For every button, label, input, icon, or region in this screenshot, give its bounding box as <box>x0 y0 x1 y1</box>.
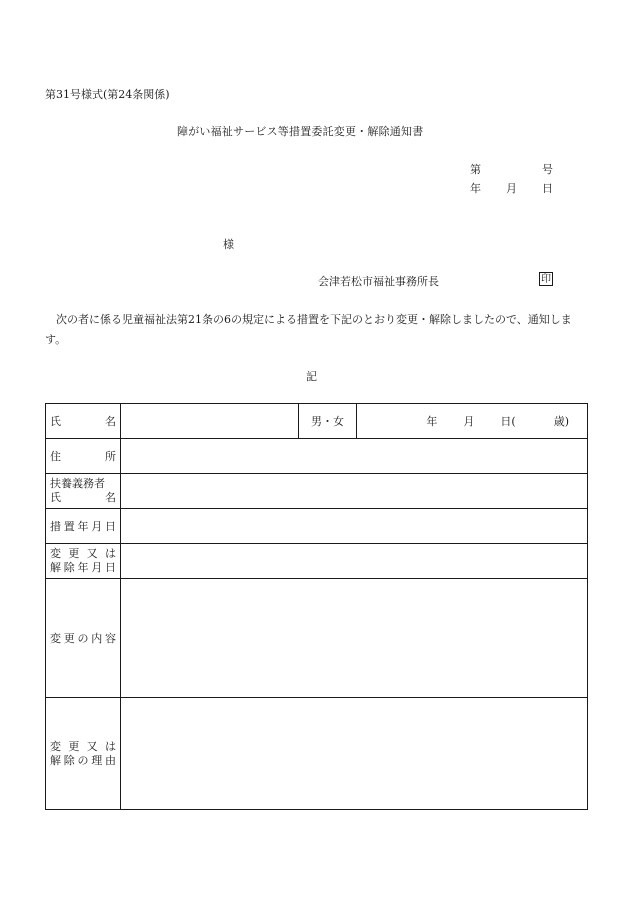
row-guardian <box>46 474 588 509</box>
row-measure-date <box>46 509 588 544</box>
measure-date-label: 措 置 年 月 日 <box>46 509 121 544</box>
change-date-label: 変 更 又 は 解 除 年 月 日 <box>46 544 121 579</box>
row-change-content <box>46 579 588 698</box>
notice-form-table <box>45 403 588 810</box>
sender-name: 会津若松市福祉事務所長 <box>318 275 439 288</box>
document-title: 障がい福祉サービス等措置委託変更・解除通知書 <box>177 125 424 138</box>
notice-body-text: 次の者に係る児童福祉法第21条の6の規定による措置を下記のとおり変更・解除しましたので、通知します。 <box>45 313 572 346</box>
date-month-label: 月 <box>506 182 517 195</box>
number-suffix: 号 <box>542 163 553 176</box>
number-prefix: 第 <box>470 163 481 176</box>
change-content-field[interactable] <box>121 579 588 698</box>
row-name <box>46 404 588 439</box>
ki-heading: 記 <box>306 370 317 383</box>
change-date-field[interactable] <box>121 544 588 579</box>
seal-mark: 印 <box>541 274 551 285</box>
form-number: 第31号様式(第24条関係) <box>45 88 170 101</box>
reason-label: 変 更 又 は 解 除 の 理 由 <box>46 698 121 810</box>
measure-date-field[interactable] <box>121 509 588 544</box>
address-field[interactable] <box>121 439 588 474</box>
birthdate-field[interactable]: 年 月 日( 歳) <box>357 404 588 439</box>
reason-field[interactable] <box>121 698 588 810</box>
gender-field[interactable]: 男・女 <box>299 404 357 439</box>
guardian-label: 扶養義務者 氏 名 <box>46 474 121 509</box>
date-day-label: 日 <box>542 182 553 195</box>
row-change-date <box>46 544 588 579</box>
name-field[interactable] <box>121 404 299 439</box>
row-reason <box>46 698 588 810</box>
name-label: 氏 名 <box>46 404 121 439</box>
addressee-suffix: 様 <box>223 238 234 251</box>
date-year-label: 年 <box>470 182 481 195</box>
change-content-label: 変 更 の 内 容 <box>46 579 121 698</box>
guardian-name-field[interactable] <box>121 474 588 509</box>
row-address <box>46 439 588 474</box>
address-label: 住 所 <box>46 439 121 474</box>
